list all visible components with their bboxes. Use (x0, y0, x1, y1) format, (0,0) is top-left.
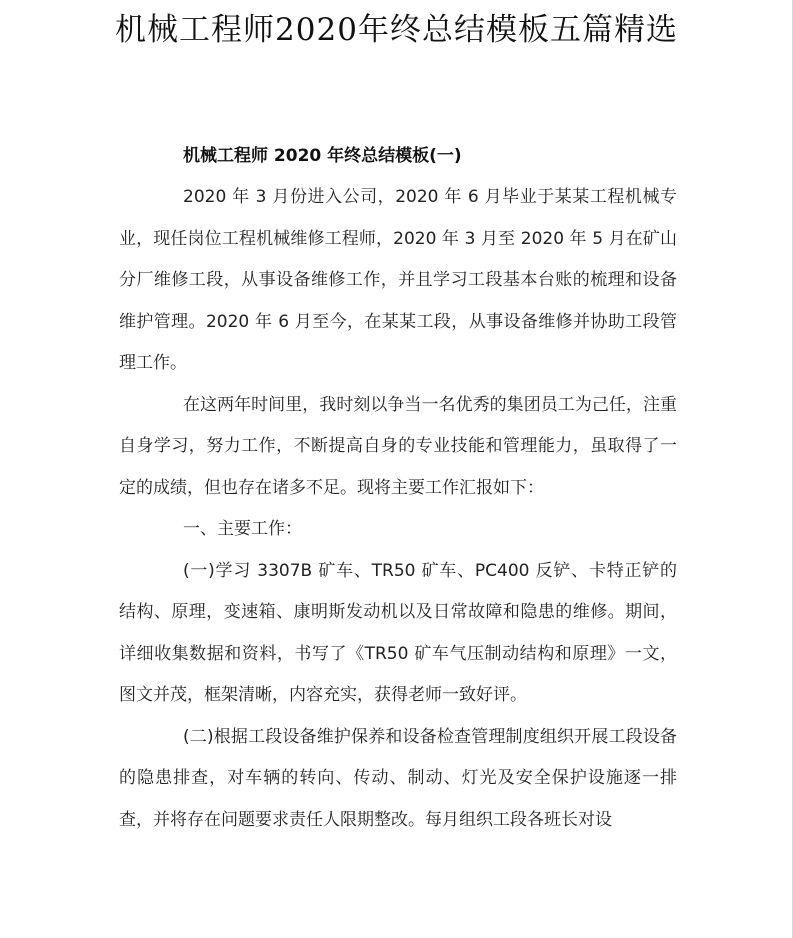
paragraph-work-item-1: (一)学习 3307B 矿车、TR50 矿车、PC400 反铲、卡特正铲的结构、原理，变速箱、康明斯发动机以及日常故障和隐患的维修。期间，详细收集数据和资料，书写了《TR50 矿车气压制动结构和原理》一文，图文并茂，框架清晰，内容充实，获得老师一致好评。 (119, 560, 677, 705)
document-title: 机械工程师2020年终总结模板五篇精选 (115, 12, 678, 48)
paragraph-main-work-heading: 一、主要工作： (183, 519, 302, 539)
section-heading: 机械工程师 2020 年终总结模板(一) (183, 146, 462, 166)
paragraph-work-item-2: (二)根据工段设备维护保养和设备检查管理制度组织开展工段设备的隐患排查，对车辆的转向、传动、制动、灯光及安全保护设施逐一排查，并将存在问题要求责任人限期整改。每月组织工段各班长对设 (119, 726, 677, 830)
paragraph-summary: 在这两年时间里，我时刻以争当一名优秀的集团员工为己任，注重自身学习，努力工作，不断提高自身的专业技能和管理能力，虽取得了一定的成绩，但也存在诸多不足。现将主要工作汇报如下： (119, 394, 677, 498)
document-body (119, 138, 677, 841)
paragraph-intro: 2020 年 3 月份进入公司，2020 年 6 月毕业于某某工程机械专业，现任岗位工程机械维修工程师，2020 年 3 月至 2020 年 5 月在矿山分厂维修工段，从事设备维修工作，并且学习工段基本台账的梳理和设备维护管理。2020 年 6 月至今，在某某工段，从事设备维修并协助工段管理工作。 (119, 187, 677, 373)
